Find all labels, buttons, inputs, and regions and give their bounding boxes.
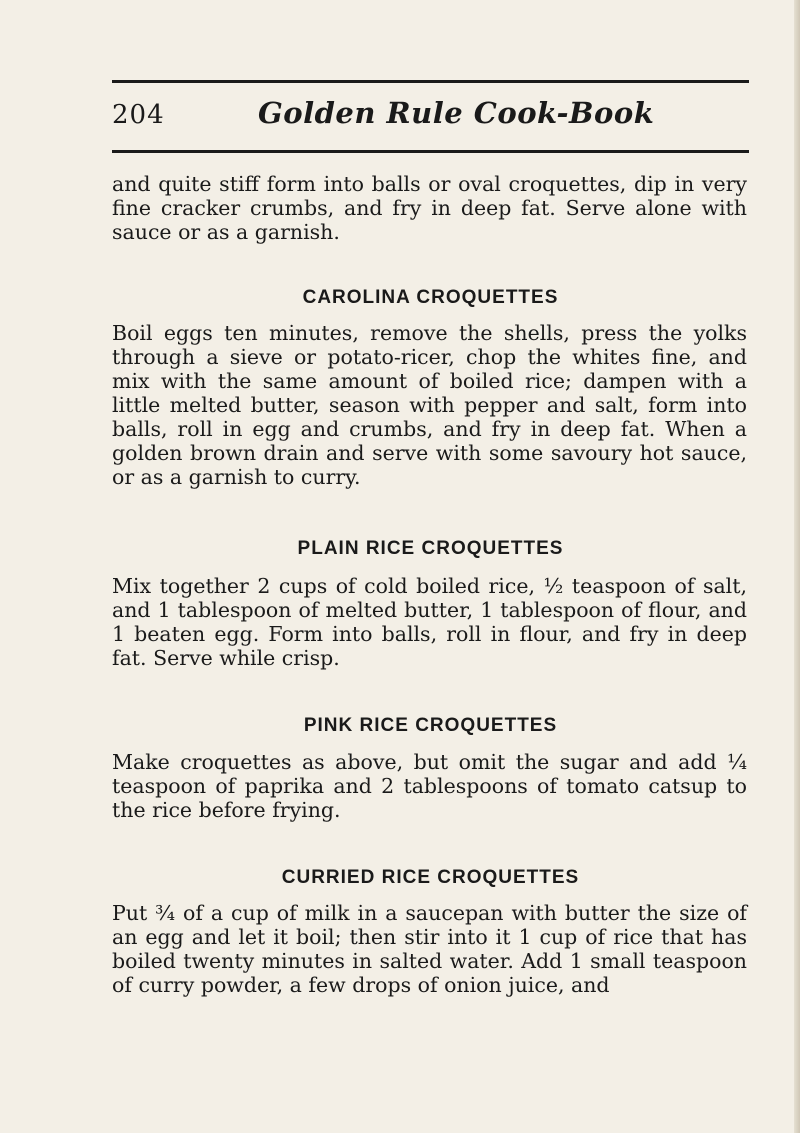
running-title: Golden Rule Cook-Book bbox=[258, 96, 655, 130]
recipe-heading-curried: CURRIED RICE CROQUETTES bbox=[281, 867, 580, 888]
header-rule-bottom bbox=[112, 150, 749, 153]
recipe-text-curried: Put ¾ of a cup of milk in a saucepan with butter the size of an egg and let it boil; then stir into it 1 cup of rice that has boiled twenty minutes in salted water. Add 1 small teaspoon of curry powder, a few drops of onion juice, and bbox=[112, 901, 747, 997]
recipe-text-carolina: Boil eggs ten minutes, remove the shells, press the yolks through a sieve or potato-ricer, chop the whites fine, and mix with the same amount of boiled rice; dampen with a little melted butter, season with pepper and salt, form into balls, roll in egg and crumbs, and fry in deep fat. When a golden brown drain and serve with some savoury hot sauce, or as a garnish to curry. bbox=[112, 321, 747, 489]
recipe-heading-plain: PLAIN RICE CROQUETTES bbox=[297, 538, 564, 559]
recipe-heading-carolina: CAROLINA CROQUETTES bbox=[302, 287, 559, 308]
page-number: 204 bbox=[112, 100, 165, 130]
recipe-text-pink: Make croquettes as above, but omit the sugar and add ¼ teaspoon of paprika and 2 tablespoons of tomato catsup to the rice before frying. bbox=[112, 750, 747, 822]
page-edge bbox=[794, 0, 800, 1133]
intro-paragraph: and quite stiff form into balls or oval croquettes, dip in very fine cracker crumbs, and fry in deep fat. Serve alone with sauce or as a garnish. bbox=[112, 172, 747, 244]
recipe-heading-pink: PINK RICE CROQUETTES bbox=[303, 715, 558, 736]
recipe-text-plain: Mix together 2 cups of cold boiled rice, ½ teaspoon of salt, and 1 tablespoon of melted butter, 1 tablespoon of flour, and 1 beaten egg. Form into balls, roll in flour, and fry in deep fat. Serve while crisp. bbox=[112, 574, 747, 670]
header-rule-top bbox=[112, 80, 749, 83]
